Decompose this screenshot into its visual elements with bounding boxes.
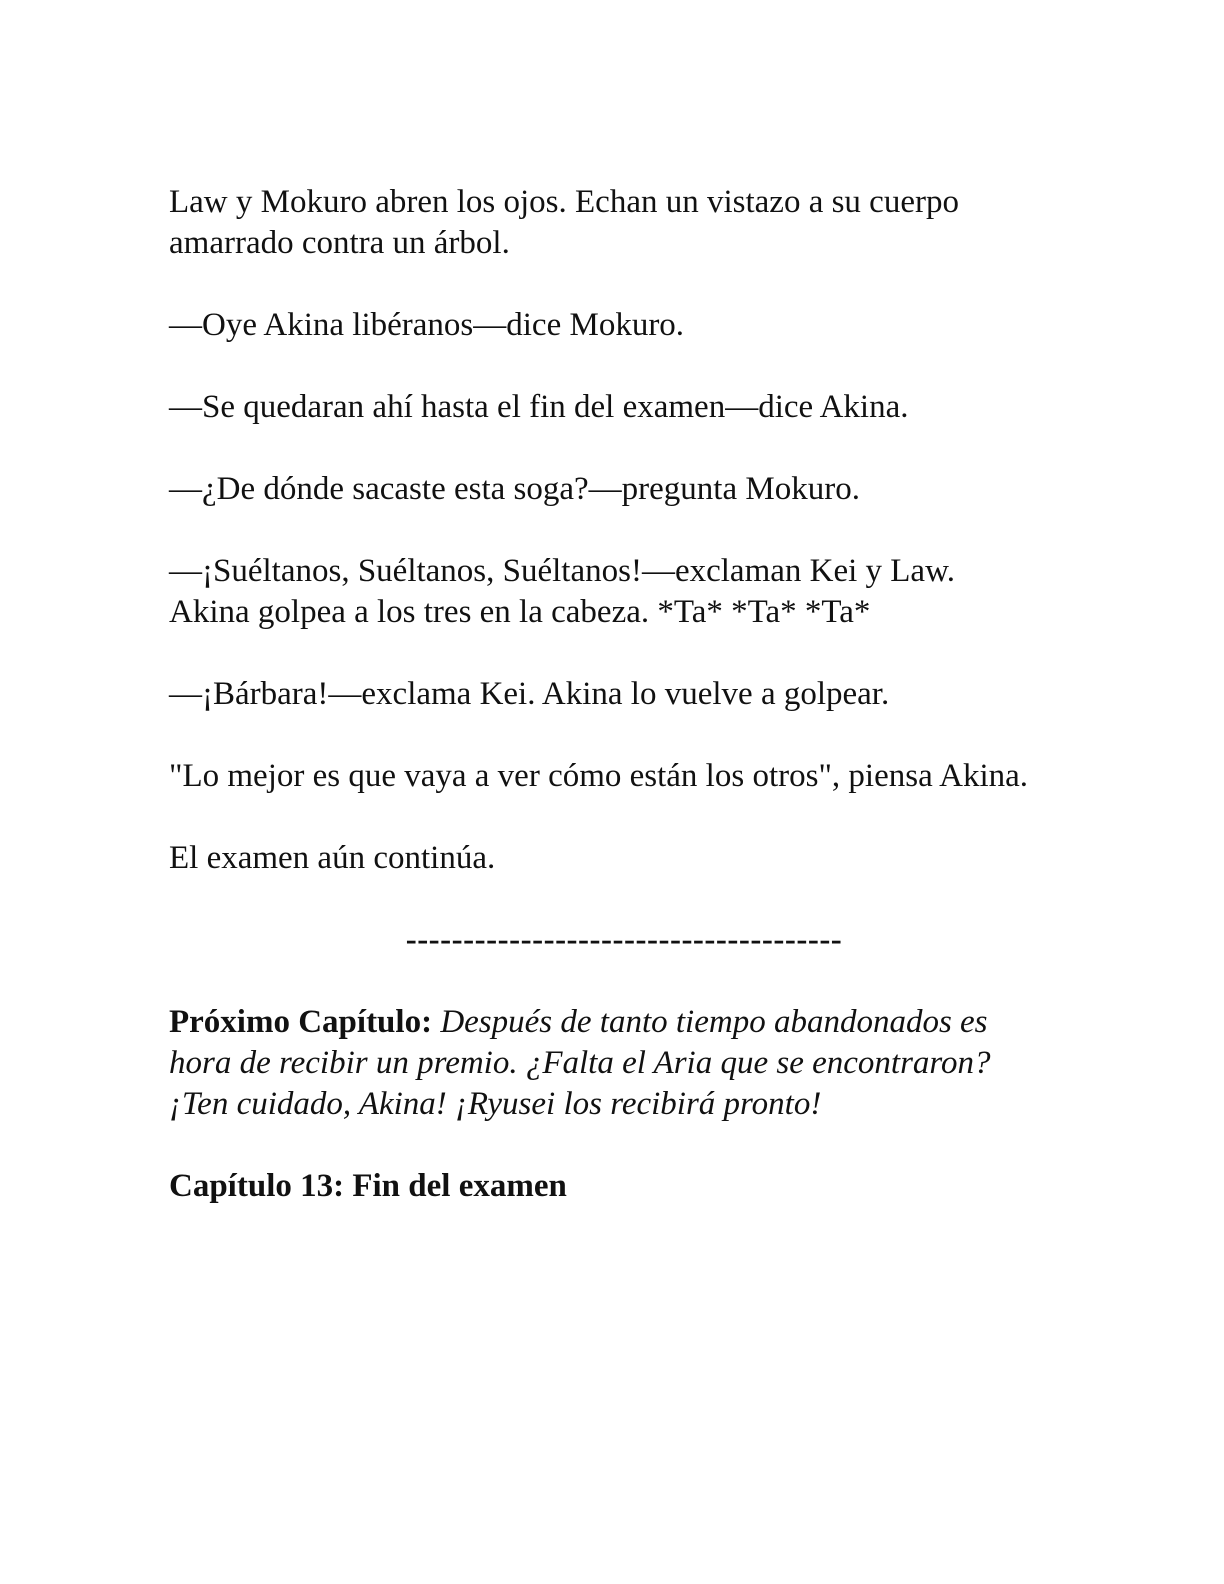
next-chapter-label: Próximo Capítulo: [169, 1004, 433, 1040]
narration-paragraph: El examen aún continúa. [169, 840, 496, 876]
dialogue-line: —¿De dónde sacaste esta soga?—pregunta Mokuro. [169, 471, 860, 507]
next-chapter-text: Después de tanto tiempo abandonados es hora de recibir un premio. ¿Falta el Aria que se encontraron? ¡Ten cuidado, Akina! ¡Ryusei los recibirá pronto! [169, 1004, 991, 1122]
narration-paragraph: Law y Mokuro abren los ojos. Echan un vistazo a su cuerpo amarrado contra un árbol. [169, 184, 959, 261]
dialogue-line: —Oye Akina libéranos—dice Mokuro. [169, 307, 685, 343]
document-page [169, 182, 1049, 1207]
dialogue-line: —¡Bárbara!—exclama Kei. Akina lo vuelve a golpear. [169, 676, 890, 712]
next-chapter-preview [169, 1002, 1049, 1125]
thought-paragraph: "Lo mejor es que vaya a ver cómo están los otros", piensa Akina. [169, 758, 1029, 794]
dialogue-line: —Se quedaran ahí hasta el fin del examen—dice Akina. [169, 389, 909, 425]
chapter-title: Capítulo 13: Fin del examen [169, 1168, 567, 1204]
narration-paragraph: Akina golpea a los tres en la cabeza. *Ta* *Ta* *Ta* [169, 594, 871, 630]
dialogue-line: —¡Suéltanos, Suéltanos, Suéltanos!—exclaman Kei y Law. [169, 553, 956, 589]
section-divider: -------------------------------------- [405, 922, 843, 958]
